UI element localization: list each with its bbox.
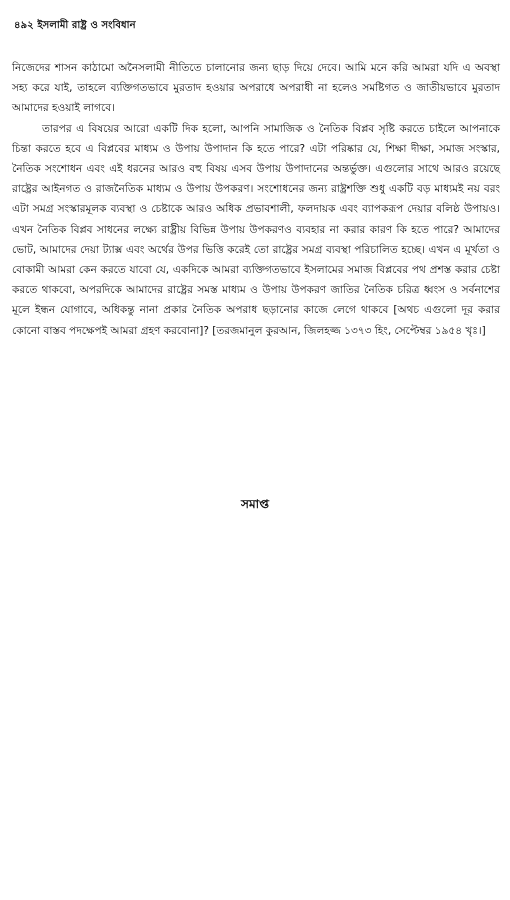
paragraph: তারপর এ বিষয়ের আরো একটি দিক হলো, আপনি সামাজিক ও নৈতিক বিপ্লব সৃষ্টি করতে চাইলে আপনাকে চিন্তা করতে হবে এ বিপ্লবের মাধ্যম ও উপায় উপাদান কি হতে পারে? এটা পরিষ্কার যে, শিক্ষা দীক্ষা, সমাজ সংস্কার, নৈতিক সংশোধন এবং এই ধরনের আরও বহু বিষয় এসব উপায় উপাদানের অন্তর্ভুক্ত। এগুলোর সাথে আরও রয়েছে রাষ্ট্রের আইনগত ও রাজনৈতিক মাধ্যম ও উপায় উপকরণ। সংশোধনের জন্য রাষ্ট্রশক্তি শুধু একটি বড় মাধ্যমই নয় বরং এটা সমগ্র সংস্কারমূলক ব্যবস্থা ও চেষ্টাকে আরও অধিক প্রভাবশালী, ফলদায়ক এবং ব্যাপকরূপ দেয়ার বলিষ্ঠ উপায়ও। এখন নৈতিক বিপ্লব সাধনের লক্ষ্যে রাষ্ট্রীয় বিভিন্ন উপায় উপকরণও ব্যবহার না করার কারণ কি হতে পারে? আমাদের ভোট, আমাদের দেয়া ট্যাক্স এবং অর্থের উপর ভিত্তি করেই তো রাষ্ট্রের সমগ্র ব্যবস্থা পরিচালিত হচ্ছে। এখন এ মূর্খতা ও বোকামী আমরা কেন করতে যাবো যে, একদিকে আমরা ব্যক্তিগতভাবে ইসলামের সমাজ বিপ্লবের পথ প্রশস্ত করার চেষ্টা করতে থাকবো, অপরদিকে আমাদের রাষ্ট্রের সমস্ত মাধ্যম ও উপায় উপকরণ জাতির নৈতিক চরিত্র ধ্বংস ও সর্বনাশের মূলে ইন্ধন যোগাবে, অধিকন্তু নানা প্রকার নৈতিক অপরাধ ছড়ানোর কাজে লেগে থাকবে [অথচ এগুলো দূর করার কোনো বাস্তব পদক্ষেপই আমরা গ্রহণ করবোনা]? [তরজমানুল কুরআন, জিলহজ্জ ১৩৭৩ হিং, সেপ্টেম্বর ১৯৫৪ খৃঃ।] — [12, 122, 500, 337]
body-text — [12, 58, 500, 341]
paragraph: নিজেদের শাসন কাঠামো অনৈসলামী নীতিতে চালানোর জন্য ছাড় দিয়ে দেবে। আমি মনে করি আমরা যদি এ অবস্থা সহ্য করে যাই, তাহলে ব্যক্তিগতভাবে মুরতাদ হওয়ার অপরাধে অপরাধী না হলেও সমষ্টিগত ও জাতীয়ভাবে মুরতাদ আমাদের হওয়াই লাগবে। — [12, 62, 500, 115]
running-head: ৪৯২ ইসলামী রাষ্ট্র ও সংবিধান — [14, 20, 136, 31]
end-mark: সমাপ্ত — [241, 497, 269, 511]
